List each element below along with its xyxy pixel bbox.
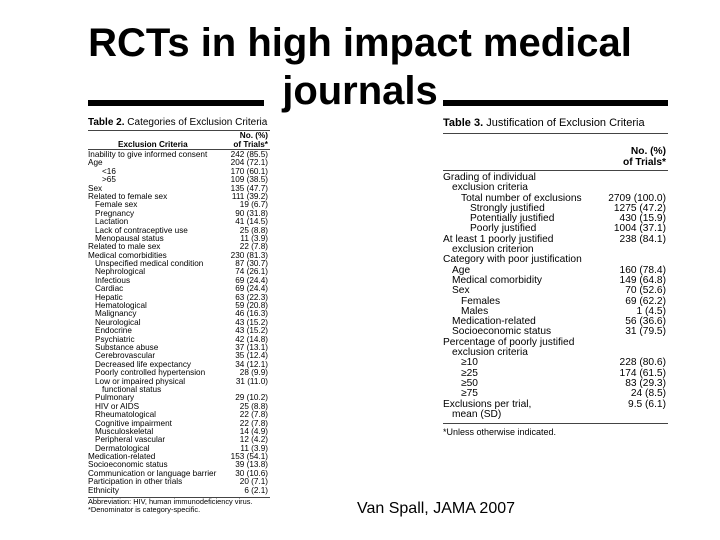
row-label: Ethnicity bbox=[88, 485, 119, 495]
row-label: At least 1 poorly justified bbox=[443, 233, 554, 245]
table-3 bbox=[443, 117, 668, 437]
row-value: 70 (52.6) bbox=[625, 285, 666, 297]
row-label: Related to male sex bbox=[88, 242, 161, 252]
row-label: exclusion criteria bbox=[452, 347, 528, 359]
row-label: exclusion criteria bbox=[452, 182, 528, 194]
row-value: 69 (24.4) bbox=[235, 284, 268, 294]
row-label: Total number of exclusions bbox=[461, 192, 582, 204]
row-value: 242 (85.5) bbox=[230, 150, 268, 159]
row-label: Dermatological bbox=[95, 443, 150, 453]
row-label: Sex bbox=[452, 285, 470, 297]
row-value: 230 (81.3) bbox=[230, 250, 268, 260]
table-row bbox=[443, 389, 668, 399]
row-value: 43 (15.2) bbox=[235, 326, 268, 336]
table-3-title: Justification of Exclusion Criteria bbox=[486, 117, 645, 129]
row-value: 430 (15.9) bbox=[619, 213, 666, 225]
row-label: Hepatic bbox=[95, 292, 123, 302]
row-label: Female sex bbox=[95, 200, 138, 210]
row-label: Pregnancy bbox=[95, 208, 135, 218]
row-value: 149 (64.8) bbox=[619, 274, 666, 286]
row-value: 29 (10.2) bbox=[235, 393, 268, 403]
row-label: Lack of contraceptive use bbox=[95, 225, 188, 235]
table-2-body bbox=[88, 151, 270, 495]
table-2-footnote-1: Abbreviation: HIV, human immunodeficiency virus. bbox=[88, 497, 253, 507]
row-label: Communication or language barrier bbox=[88, 468, 217, 478]
row-value: 6 (2.1) bbox=[244, 485, 268, 495]
title-underline-right bbox=[443, 100, 668, 106]
table-2-col-header-2: of Trials* bbox=[233, 140, 268, 149]
row-label: Decreased life expectancy bbox=[95, 359, 192, 369]
row-value: 34 (12.1) bbox=[235, 359, 268, 369]
slide-title-line2: journals bbox=[282, 69, 438, 113]
row-value: 109 (38.5) bbox=[230, 175, 268, 185]
row-label: Grading of individual bbox=[443, 172, 536, 183]
row-label: functional status bbox=[102, 384, 162, 394]
row-value: 69 (24.4) bbox=[235, 275, 268, 285]
row-value: 56 (36.6) bbox=[625, 316, 666, 328]
table-3-label: Table 3. bbox=[443, 117, 484, 129]
row-label: Cardiac bbox=[95, 284, 124, 294]
row-value: 111 (39.2) bbox=[231, 191, 268, 201]
row-value: 14 (4.9) bbox=[239, 426, 268, 436]
row-value: 1 (4.5) bbox=[636, 305, 666, 317]
row-label: Males bbox=[461, 305, 489, 317]
row-value: 20 (7.1) bbox=[239, 477, 268, 487]
row-value: 63 (22.3) bbox=[235, 292, 268, 302]
row-value: 90 (31.8) bbox=[235, 208, 268, 218]
row-label: Medical comorbidity bbox=[452, 274, 543, 286]
row-label: Menopausal status bbox=[95, 233, 164, 243]
row-label: Neurological bbox=[95, 317, 141, 327]
row-value: 228 (80.6) bbox=[619, 357, 666, 369]
row-label: Age bbox=[452, 264, 471, 276]
row-value: 31 (11.0) bbox=[235, 376, 268, 386]
row-label: HIV or AIDS bbox=[95, 401, 140, 411]
row-value: 12 (4.2) bbox=[239, 435, 268, 445]
table-3-caption bbox=[443, 117, 668, 129]
row-label: Related to female sex bbox=[88, 191, 168, 201]
row-label: Pulmonary bbox=[95, 393, 135, 403]
row-label: Cerebrovascular bbox=[95, 351, 156, 361]
row-label: Potentially justified bbox=[470, 213, 555, 225]
table-2-footnote-2: *Denominator is category-specific. bbox=[88, 505, 201, 515]
row-label: Medical comorbidities bbox=[88, 250, 167, 260]
row-value: 31 (79.5) bbox=[625, 326, 666, 338]
table-2-caption bbox=[88, 117, 270, 128]
table-3-col-header-1: No. (%) bbox=[630, 146, 666, 157]
table-3-col-header-2: of Trials* bbox=[622, 157, 666, 168]
row-label: ≥25 bbox=[461, 367, 478, 379]
row-value: 30 (10.6) bbox=[235, 468, 268, 478]
row-label: Poorly justified bbox=[470, 223, 537, 235]
row-value: 11 (3.9) bbox=[240, 233, 268, 243]
table-2-label-header: Exclusion Criteria bbox=[118, 140, 188, 149]
table-2-title: Categories of Exclusion Criteria bbox=[127, 117, 268, 128]
row-label: Strongly justified bbox=[470, 202, 545, 214]
row-label: ≥75 bbox=[461, 388, 478, 400]
row-value: 42 (14.8) bbox=[235, 334, 268, 344]
row-value: 69 (62.2) bbox=[625, 295, 666, 307]
row-value: 37 (13.1) bbox=[235, 342, 268, 352]
row-label: Endocrine bbox=[95, 326, 132, 336]
row-value: 153 (54.1) bbox=[230, 452, 268, 462]
row-value: 87 (30.7) bbox=[235, 259, 268, 269]
row-label: ≥50 bbox=[461, 377, 478, 389]
table-2-label: Table 2. bbox=[88, 117, 125, 128]
row-label: Peripheral vascular bbox=[95, 435, 166, 445]
row-label: Low or impaired physical bbox=[95, 376, 186, 386]
row-value: 22 (7.8) bbox=[239, 242, 268, 252]
row-label: <16 bbox=[102, 166, 116, 176]
row-label: Females bbox=[461, 295, 501, 307]
row-label: Unspecified medical condition bbox=[95, 259, 204, 269]
table-3-body bbox=[443, 173, 668, 420]
table-2 bbox=[88, 117, 270, 514]
row-label: Socioeconomic status bbox=[452, 326, 552, 338]
row-value: 22 (7.8) bbox=[239, 418, 268, 428]
row-label: Psychiatric bbox=[95, 334, 135, 344]
row-value: 35 (12.4) bbox=[235, 351, 268, 361]
table-row bbox=[443, 410, 668, 420]
row-label: Medication-related bbox=[88, 452, 156, 462]
row-label: >65 bbox=[102, 175, 116, 185]
row-value: 46 (16.3) bbox=[235, 309, 268, 319]
row-value: 11 (3.9) bbox=[240, 443, 268, 453]
row-label: Percentage of poorly justified bbox=[443, 336, 575, 348]
slide-title-line1: RCTs in high impact medical bbox=[88, 21, 632, 65]
row-value: 25 (8.8) bbox=[239, 225, 268, 235]
table-2-col-header-1: No. (%) bbox=[239, 131, 268, 140]
row-label: Rheumatological bbox=[95, 410, 156, 420]
row-value: 174 (61.5) bbox=[619, 367, 666, 379]
row-value: 2709 (100.0) bbox=[608, 192, 666, 204]
row-value: 1004 (37.1) bbox=[613, 223, 666, 235]
row-label: Exclusions per trial, bbox=[443, 398, 532, 410]
row-value: 204 (72.1) bbox=[230, 158, 268, 168]
row-label: Malignancy bbox=[95, 309, 137, 319]
row-value: 170 (60.1) bbox=[230, 166, 268, 176]
row-value: 25 (8.8) bbox=[239, 401, 268, 411]
row-value: 160 (78.4) bbox=[619, 264, 666, 276]
row-label: Poorly controlled hypertension bbox=[95, 368, 206, 378]
row-label: Category with poor justification bbox=[443, 254, 582, 266]
row-label: mean (SD) bbox=[452, 408, 502, 420]
title-underline-left bbox=[88, 100, 264, 106]
row-label: Musculoskeletal bbox=[95, 426, 154, 436]
table-row bbox=[88, 487, 270, 495]
row-label: Sex bbox=[88, 183, 103, 193]
row-value: 135 (47.7) bbox=[230, 183, 268, 193]
row-value: 19 (6.7) bbox=[239, 200, 268, 210]
row-value: 9.5 (6.1) bbox=[628, 398, 666, 410]
row-label: Hematological bbox=[95, 301, 147, 311]
row-value: 41 (14.5) bbox=[235, 217, 268, 227]
row-label: Nephrological bbox=[95, 267, 146, 277]
row-label: Medication-related bbox=[452, 316, 536, 328]
row-value: 43 (15.2) bbox=[235, 317, 268, 327]
row-label: Age bbox=[88, 158, 103, 168]
row-value: 1275 (47.2) bbox=[613, 202, 666, 214]
row-value: 74 (26.1) bbox=[235, 267, 268, 277]
row-label: Lactation bbox=[95, 217, 129, 227]
row-label: ≥10 bbox=[461, 357, 478, 369]
table-3-footnote: *Unless otherwise indicated. bbox=[443, 427, 557, 438]
row-label: Inability to give informed consent bbox=[88, 150, 208, 159]
row-value: 22 (7.8) bbox=[239, 410, 268, 420]
row-label: Infectious bbox=[95, 275, 131, 285]
row-value: 59 (20.8) bbox=[235, 301, 268, 311]
row-value: 39 (13.8) bbox=[235, 460, 268, 470]
row-label: Socioeconomic status bbox=[88, 460, 168, 470]
row-value: 24 (8.5) bbox=[630, 388, 666, 400]
row-label: Cognitive impairment bbox=[95, 418, 172, 428]
row-value: 28 (9.9) bbox=[239, 368, 268, 378]
row-value: 83 (29.3) bbox=[625, 377, 666, 389]
row-value: 238 (84.1) bbox=[619, 233, 666, 245]
row-label: Substance abuse bbox=[95, 342, 159, 352]
row-label: Participation in other trials bbox=[88, 477, 183, 487]
citation: Van Spall, JAMA 2007 bbox=[357, 500, 516, 517]
row-label: exclusion criterion bbox=[452, 244, 534, 256]
